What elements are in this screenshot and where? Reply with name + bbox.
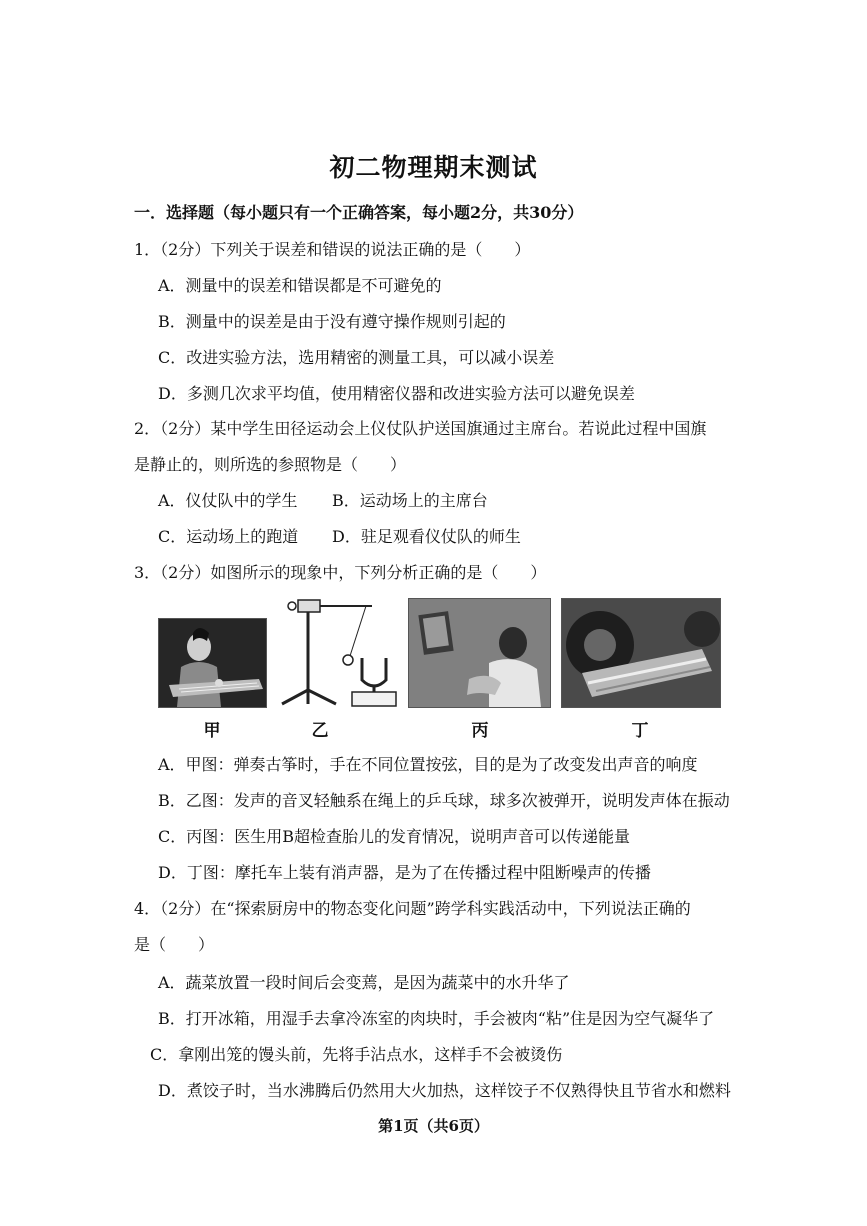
question-4-option-b: B．打开冰箱，用湿手去拿冷冻室的肉块时，手会被肉“粘”住是因为空气凝华了 <box>158 1009 715 1028</box>
figure-caption-bing: 丙 <box>471 721 489 741</box>
question-2-option-b: B．运动场上的主席台 <box>332 491 488 510</box>
question-4-stem-line1: 4．（2分）在“探索厨房中的物态变化问题”跨学科实践活动中，下列说法正确的 <box>134 899 691 918</box>
question-3-option-b: B．乙图：发声的音叉轻触系在绳上的乒乓球，球多次被弹开，说明发声体在振动 <box>158 791 730 810</box>
figure-caption-jia: 甲 <box>203 721 221 741</box>
question-3-stem: 3．（2分）如图所示的现象中，下列分析正确的是（ ） <box>134 563 547 582</box>
page-footer: 第1页（共6页） <box>378 1117 489 1135</box>
figure-caption-yi: 乙 <box>311 721 329 741</box>
figure-ding-photo <box>561 598 721 708</box>
question-1-option-c: C．改进实验方法，选用精密的测量工具，可以减小误差 <box>158 348 555 367</box>
question-3-option-c: C．丙图：医生用B超检查胎儿的发育情况，说明声音可以传递能量 <box>158 827 631 846</box>
question-1-option-b: B．测量中的误差是由于没有遵守操作规则引起的 <box>158 312 506 331</box>
page-title: 初二物理期末测试 <box>329 153 538 182</box>
tuning-fork-illustration <box>278 592 400 710</box>
question-4-stem-line2: 是（ ） <box>134 935 215 954</box>
section-heading: 一．选择题（每小题只有一个正确答案，每小题2分，共30分） <box>134 203 584 222</box>
question-3-option-d: D．丁图：摩托车上装有消声器，是为了在传播过程中阻断噪声的传播 <box>158 863 651 882</box>
question-4-option-a: A．蔬菜放置一段时间后会变蔫，是因为蔬菜中的水升华了 <box>158 973 570 992</box>
figure-yi-diagram <box>278 592 400 710</box>
motorcycle-muffler-illustration <box>562 599 720 707</box>
figure-bing-photo <box>408 598 551 708</box>
question-4-option-d: D．煮饺子时，当水沸腾后仍然用大火加热，这样饺子不仅熟得快且节省水和燃料 <box>158 1081 731 1100</box>
question-2-option-c: C．运动场上的跑道 <box>158 527 299 546</box>
figure-caption-ding: 丁 <box>631 721 649 741</box>
question-2-option-a: A．仪仗队中的学生 <box>158 491 298 510</box>
question-2-stem-line2: 是静止的，则所选的参照物是（ ） <box>134 455 407 474</box>
question-4-option-c: C．拿刚出笼的馒头前，先将手沾点水，这样手不会被烫伤 <box>150 1045 563 1064</box>
question-3-option-a: A．甲图：弹奏古筝时，手在不同位置按弦，目的是为了改变发出声音的响度 <box>158 755 698 774</box>
guzheng-player-illustration <box>159 619 266 707</box>
ultrasound-scene-illustration <box>409 599 550 707</box>
figure-jia-photo <box>158 618 267 708</box>
question-1-option-a: A．测量中的误差和错误都是不可避免的 <box>158 276 442 295</box>
question-2-option-d: D．驻足观看仪仗队的师生 <box>332 527 521 546</box>
question-2-stem-line1: 2．（2分）某中学生田径运动会上仪仗队护送国旗通过主席台。若说此过程中国旗 <box>134 419 707 438</box>
question-1-stem: 1．（2分）下列关于误差和错误的说法正确的是（ ） <box>134 240 531 259</box>
question-1-option-d: D．多测几次求平均值，使用精密仪器和改进实验方法可以避免误差 <box>158 384 635 403</box>
